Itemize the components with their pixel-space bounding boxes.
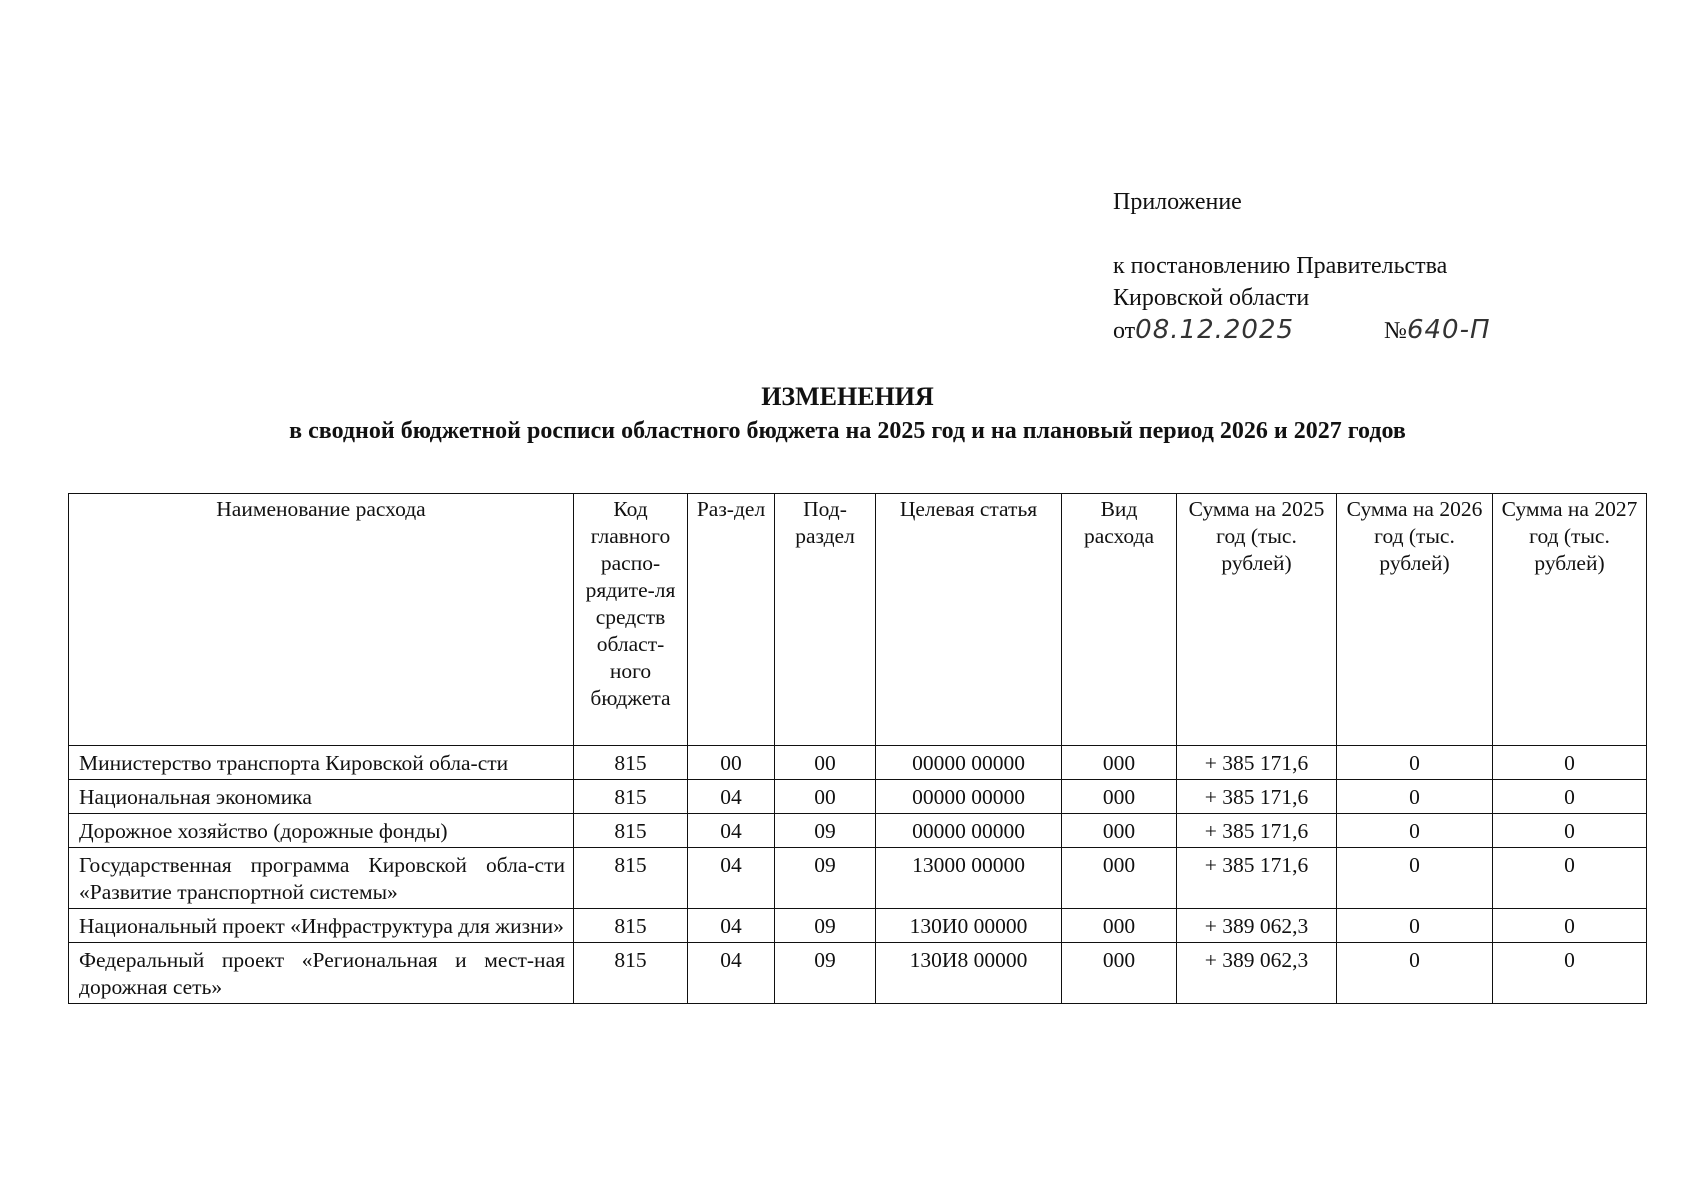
header-code: Код главного распо-рядите-ля средств област-ного бюджета: [574, 494, 688, 746]
cell-target: 130И8 00000: [876, 943, 1062, 1004]
cell-section: 04: [688, 814, 775, 848]
cell-subsection: 09: [775, 848, 876, 909]
cell-expense-type: 000: [1062, 780, 1177, 814]
cell-code: 815: [574, 909, 688, 943]
appendix-label: Приложение: [1113, 189, 1242, 215]
date-prefix: от: [1113, 318, 1136, 344]
cell-expense-type: 000: [1062, 814, 1177, 848]
document-title: ИЗМЕНЕНИЯ: [761, 382, 934, 411]
cell-name: Министерство транспорта Кировской обла-сти: [69, 746, 574, 780]
cell-code: 815: [574, 848, 688, 909]
cell-sum-2027: 0: [1493, 746, 1647, 780]
document-heading: [0, 380, 1695, 448]
table-row: [69, 814, 1647, 848]
appendix-date-number-line: [1113, 314, 1491, 347]
header-name: Наименование расхода: [69, 494, 574, 746]
cell-target: 13000 00000: [876, 848, 1062, 909]
cell-target: 00000 00000: [876, 746, 1062, 780]
header-expense-type: Вид расхода: [1062, 494, 1177, 746]
cell-subsection: 00: [775, 746, 876, 780]
cell-sum-2026: 0: [1337, 814, 1493, 848]
cell-sum-2027: 0: [1493, 780, 1647, 814]
cell-expense-type: 000: [1062, 909, 1177, 943]
cell-sum-2027: 0: [1493, 943, 1647, 1004]
handwritten-date: 08.12.2025: [1135, 315, 1295, 345]
cell-sum-2026: 0: [1337, 780, 1493, 814]
cell-name: Национальный проект «Инфраструктура для жизни»: [69, 909, 574, 943]
cell-expense-type: 000: [1062, 848, 1177, 909]
cell-sum-2026: 0: [1337, 909, 1493, 943]
cell-sum-2025: + 389 062,3: [1177, 943, 1337, 1004]
document-subtitle: в сводной бюджетной росписи областного бюджета на 2025 год и на плановый период 2026 и 2027 годов: [289, 418, 1406, 444]
cell-section: 00: [688, 746, 775, 780]
cell-expense-type: 000: [1062, 943, 1177, 1004]
table-row: [69, 848, 1647, 909]
cell-name: Государственная программа Кировской обла-сти «Развитие транспортной системы»: [69, 848, 574, 909]
cell-section: 04: [688, 848, 775, 909]
header-target: Целевая статья: [876, 494, 1062, 746]
cell-target: 00000 00000: [876, 780, 1062, 814]
header-sum-2025: Сумма на 2025 год (тыс. рублей): [1177, 494, 1337, 746]
cell-target: 00000 00000: [876, 814, 1062, 848]
appendix-block: [1113, 186, 1491, 347]
cell-code: 815: [574, 943, 688, 1004]
cell-sum-2025: + 385 171,6: [1177, 848, 1337, 909]
appendix-resolution-line: к постановлению Правительства: [1113, 253, 1448, 279]
cell-sum-2025: + 389 062,3: [1177, 909, 1337, 943]
cell-sum-2025: + 385 171,6: [1177, 780, 1337, 814]
cell-code: 815: [574, 780, 688, 814]
cell-subsection: 09: [775, 909, 876, 943]
number-prefix: №: [1384, 318, 1407, 344]
table-row: [69, 746, 1647, 780]
table-row: [69, 943, 1647, 1004]
cell-sum-2027: 0: [1493, 848, 1647, 909]
table-row: [69, 780, 1647, 814]
cell-sum-2027: 0: [1493, 814, 1647, 848]
header-sum-2027: Сумма на 2027 год (тыс. рублей): [1493, 494, 1647, 746]
table-header-row: [69, 494, 1647, 746]
appendix-region-line: Кировской области: [1113, 285, 1310, 311]
cell-name: Федеральный проект «Региональная и мест-ная дорожная сеть»: [69, 943, 574, 1004]
cell-target: 130И0 00000: [876, 909, 1062, 943]
cell-sum-2026: 0: [1337, 848, 1493, 909]
header-section: Раз-дел: [688, 494, 775, 746]
cell-section: 04: [688, 780, 775, 814]
cell-subsection: 00: [775, 780, 876, 814]
cell-code: 815: [574, 746, 688, 780]
cell-sum-2026: 0: [1337, 943, 1493, 1004]
cell-sum-2026: 0: [1337, 746, 1493, 780]
cell-sum-2025: + 385 171,6: [1177, 814, 1337, 848]
cell-subsection: 09: [775, 943, 876, 1004]
table-row: [69, 909, 1647, 943]
header-subsection: Под-раздел: [775, 494, 876, 746]
cell-name: Национальная экономика: [69, 780, 574, 814]
header-sum-2026: Сумма на 2026 год (тыс. рублей): [1337, 494, 1493, 746]
cell-name: Дорожное хозяйство (дорожные фонды): [69, 814, 574, 848]
cell-sum-2025: + 385 171,6: [1177, 746, 1337, 780]
cell-section: 04: [688, 909, 775, 943]
handwritten-number: 640-П: [1406, 315, 1491, 345]
cell-expense-type: 000: [1062, 746, 1177, 780]
budget-changes-table: [68, 493, 1647, 1004]
cell-sum-2027: 0: [1493, 909, 1647, 943]
cell-subsection: 09: [775, 814, 876, 848]
cell-code: 815: [574, 814, 688, 848]
cell-section: 04: [688, 943, 775, 1004]
